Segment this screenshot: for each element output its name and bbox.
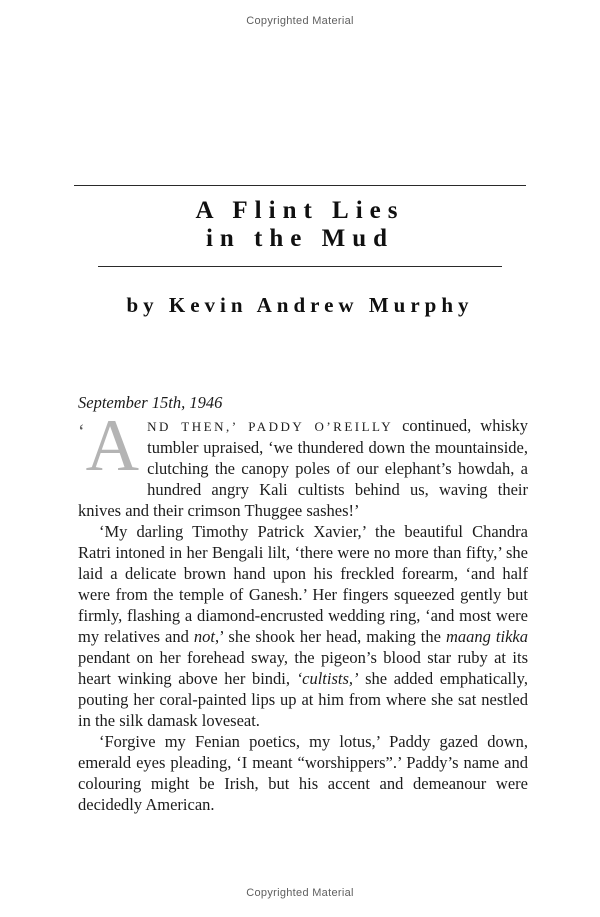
text-segment: ‘cultists,’ [296, 669, 359, 688]
drop-cap [78, 405, 140, 493]
paragraph [78, 405, 528, 521]
chapter-title-line1: A Flint Lies [195, 197, 405, 224]
text-segment: ND THEN,’ PADDY O’REILLY [147, 419, 394, 434]
author-byline: by Kevin Andrew Murphy [126, 293, 474, 317]
title-rule-bottom [98, 266, 502, 267]
story-date: September 15th, 1946 [78, 393, 223, 412]
copyright-notice-top: Copyrighted Material [246, 15, 354, 27]
copyright-notice-bottom: Copyrighted Material [246, 887, 354, 899]
story-paragraphs [78, 405, 528, 815]
chapter-title [0, 197, 600, 253]
title-rule-top [74, 185, 526, 186]
chapter-title-line2: in the Mud [205, 225, 395, 252]
story-body [78, 392, 528, 815]
text-segment: not [193, 627, 215, 646]
text-segment: ‘Forgive my Fenian poetics, my lotus,’ Paddy gazed down, emerald eyes pleading, ‘I meant “worshippers”.’ Paddy’s name and colouring might be Irish, but his accent and demeanour were decidedly American. [78, 732, 528, 814]
text-segment: pendant on her forehead sway, the pigeon’s blood star ruby at its heart winking above her bindi, [78, 648, 528, 688]
text-segment: continued, whisky tumbler upraised, ‘we thundered down the mountainside, clutching the canopy poles of our elephant’s howdah, a hundred angry Kali cultists behind us, waving their knives and their crimson Thuggee sashes!’ [78, 416, 528, 520]
paragraph [78, 731, 528, 815]
text-segment: ,’ she shook her head, making the [214, 627, 446, 646]
paragraph [78, 521, 528, 731]
text-segment: maang tikka [445, 627, 528, 646]
drop-cap-letter: A [85, 405, 140, 487]
drop-cap-quote: ‘ [78, 421, 85, 443]
text-segment: she added emphatically, pouting her coral-painted lips up at him from where she sat nestled in the silk damask loveseat. [78, 669, 528, 730]
text-segment: ‘My darling Timothy Patrick Xavier,’ the beautiful Chandra Ratri intoned in her Bengali lilt, ‘there were no more than fifty,’ she laid a delicate brown hand upon his freckled forearm, ‘and half were from the temple of Ganesh.’ Her fingers squeezed gently but firmly, flashing a diamond-encrusted wedding ring, ‘and most were my relatives and [78, 522, 528, 646]
